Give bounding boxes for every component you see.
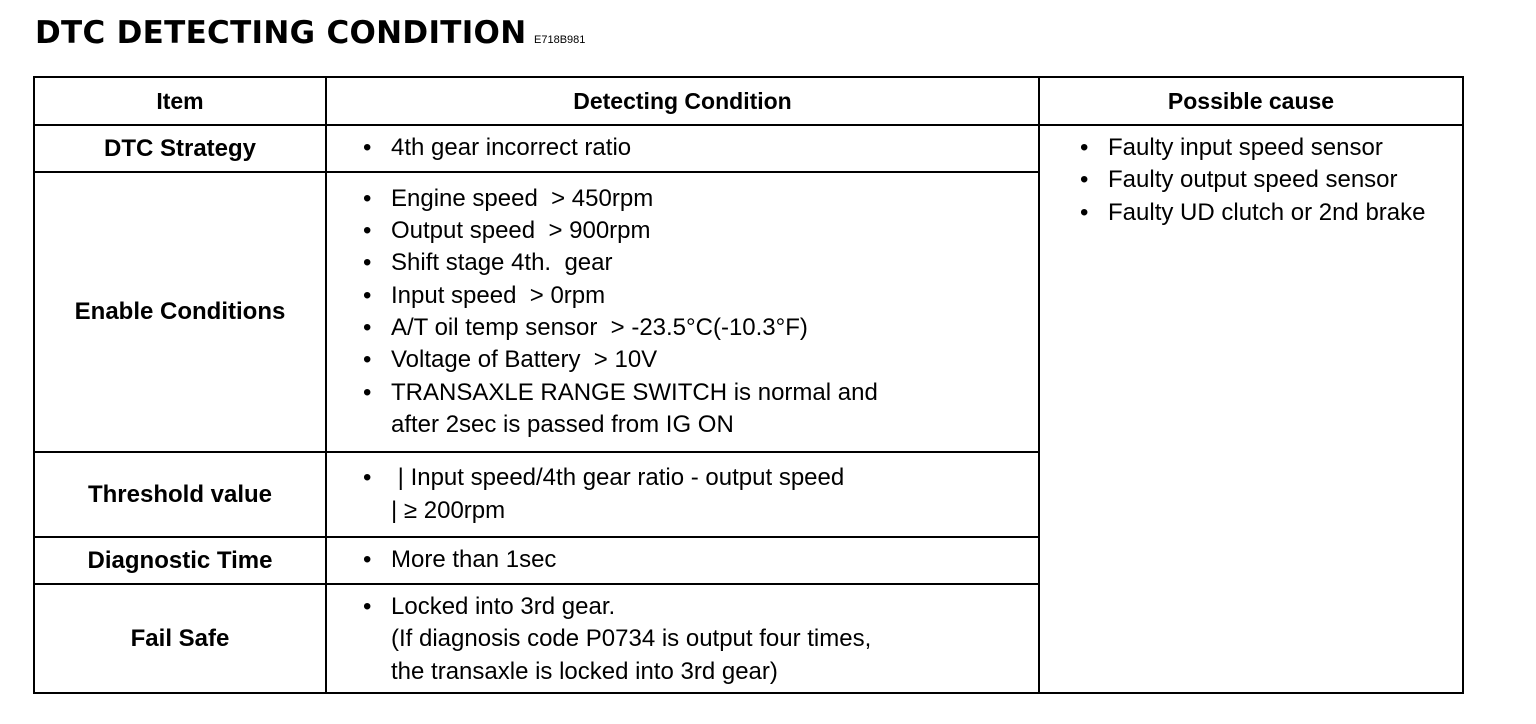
list-item-text: Output speed > 900rpm [391,217,651,245]
list-item [363,544,1038,576]
list-item-text: Shift stage 4th. gear [391,249,613,277]
list-item-text: A/T oil temp sensor > -23.5°C(-10.3°F) [391,314,808,341]
conditions-fail-safe [327,585,1040,692]
bullet-icon: • [1080,166,1089,194]
row-item-threshold-value: Threshold value [35,453,327,538]
list-item [363,344,1038,376]
bullet-icon: • [363,281,372,309]
possible-cause-item [1080,132,1462,164]
bullet-icon: • [363,378,372,406]
list-item-continuation: (If diagnosis code P0734 is output four times, [391,625,872,653]
row-item-dtc-strategy: DTC Strategy [35,126,327,173]
list-item [363,591,1038,688]
bullet-icon: • [363,184,372,212]
list-item-text: Locked into 3rd gear. [391,593,616,620]
dtc-table [33,76,1464,694]
possible-cause-item [1080,197,1462,229]
list-item [363,280,1038,312]
list-item-text: Voltage of Battery > 10V [391,346,658,374]
bullet-icon: • [363,546,372,573]
possible-cause-text: Faulty input speed sensor [1108,134,1383,161]
possible-cause-text: Faulty UD clutch or 2nd brake [1108,198,1426,226]
list-item-continuation: the transaxle is locked into 3rd gear) [391,657,778,685]
conditions-threshold [327,453,1040,538]
list-item [363,215,1038,247]
list-item [363,247,1038,279]
bullet-icon: • [1080,198,1089,226]
bullet-icon: • [1080,134,1089,161]
list-item-text: Engine speed > 450rpm [391,184,654,212]
page-title: DTC DETECTING CONDITION [35,15,527,51]
list-item [363,312,1038,344]
bullet-icon: • [363,593,372,620]
list-item-continuation: after 2sec is passed from IG ON [391,410,734,438]
bullet-icon: • [363,346,372,374]
bullet-icon: • [363,217,372,245]
bullet-icon: • [363,314,372,341]
header-possible-cause: Possible cause [1040,78,1462,126]
possible-cause-item [1080,164,1462,196]
row-item-enable-conditions: Enable Conditions [35,173,327,453]
list-item [363,183,1038,215]
list-item-text: Input speed > 0rpm [391,281,606,309]
possible-cause-list [1040,126,1462,692]
conditions-enable [327,173,1040,453]
list-item-text: 4th gear incorrect ratio [391,134,632,161]
conditions-dtc-strategy [327,126,1040,173]
row-item-diagnostic-time: Diagnostic Time [35,538,327,585]
row-item-fail-safe: Fail Safe [35,585,327,692]
list-item [363,377,1038,442]
figure-code: E718B981 [534,34,586,46]
bullet-icon: • [363,134,372,161]
list-item-continuation: | ≥ 200rpm [391,496,506,524]
possible-cause-text: Faulty output speed sensor [1108,166,1398,194]
list-item [363,132,1038,164]
conditions-diagnostic-time [327,538,1040,585]
list-item-text: More than 1sec [391,546,557,573]
header-item: Item [35,78,327,126]
list-item-text: | Input speed/4th gear ratio - output speed [391,464,845,492]
list-item [363,462,1038,527]
header-detecting-condition: Detecting Condition [327,78,1040,126]
bullet-icon: • [363,464,372,492]
bullet-icon: • [363,249,372,277]
list-item-text: TRANSAXLE RANGE SWITCH is normal and [391,378,878,406]
